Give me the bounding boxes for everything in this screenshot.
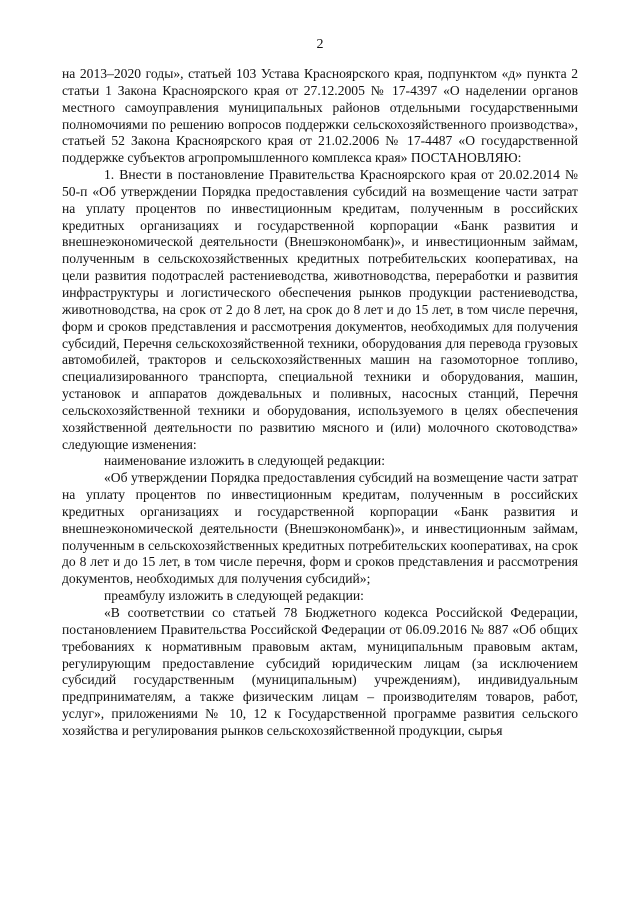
paragraph-title-instruction: наименование изложить в следующей редакции:	[104, 453, 385, 469]
document-body	[62, 66, 578, 740]
paragraph-new-title: «Об утверждении Порядка предоставления субсидий на возмещение части затрат на уплату процентов по инвестиционным кредитам, полученным в российских кредитных организациях и государственной корпорации «Банк развития и внешнеэкономической деятельности (Внешэкономбанк)», и инвестиционным займам, полученным в сельскохозяйственных кредитных потребительских кооперативах, на срок до 8 лет и до 15 лет, в том числе перечня, форм и сроков представления и рассмотрения документов, необходимых для получения субсидий»;	[62, 470, 578, 587]
page-number: 2	[316, 37, 324, 52]
paragraph-preamble-instruction: преамбулу изложить в следующей редакции:	[104, 588, 364, 604]
paragraph-item-1: 1. Внести в постановление Правительства Красноярского края от 20.02.2014 № 50-п «Об утверждении Порядка предоставления субсидий на возмещение части затрат на уплату процентов по инвестиционным кредитам, полученным в российских кредитных организациях и государственной корпорации «Банк развития и внешнеэкономической деятельности (Внешэкономбанк)», и инвестиционным займам, полученным в сельскохозяйственных кредитных потребительских кооперативах, на цели развития подотраслей растениеводства, животноводства, переработки и развития инфраструктуры и логистического обеспечения рынков продукции растениеводства, животноводства, на срок от 2 до 8 лет, на срок до 8 лет и до 15 лет, в том числе перечня, форм и сроков представления и рассмотрения документов, необходимых для получения субсидий, Перечня сельскохозяйственной техники, оборудования для перевода грузовых автомобилей, тракторов и сельскохозяйственных машин на газомоторное топливо, специализированного транспорта, специальной техники и оборудования, машин, установок и аппаратов дождевальных и поливных, насосных станций, Перечня сельскохозяйственной техники и оборудования, используемого в целях обеспечения хозяйственной деятельности по развитию мясного и (или) молочного скотоводства» следующие изменения:	[62, 167, 578, 452]
paragraph-new-preamble: «В соответствии со статьей 78 Бюджетного кодекса Российской Федерации, постановлением Правительства Российской Федерации от 06.09.2016 № 887 «Об общих требованиях к нормативным правовым актам, муниципальным правовым актам, регулирующим предоставление субсидий юридическим лицам (за исключением субсидий государственным (муниципальным) учреждениям), индивидуальным предпринимателям, а также физическим лицам – производителям товаров, работ, услуг», приложениями № 10, 12 к Государственной программе развития сельского хозяйства и регулирования рынков сельскохозяйственной продукции, сырья	[62, 605, 578, 738]
paragraph-preamble-continuation: на 2013–2020 годы», статьей 103 Устава Красноярского края, подпунктом «д» пункта 2 статьи 1 Закона Красноярского края от 27.12.2005 № 17-4397 «О наделении органов местного самоуправления муниципальных районов отдельными государственными полномочиями по решению вопросов поддержки сельскохозяйственного производства», статьей 52 Закона Красноярского края от 21.02.2006 № 17-4487 «О государственной поддержке субъектов агропромышленного комплекса края» ПОСТАНОВЛЯЮ:	[62, 66, 578, 166]
